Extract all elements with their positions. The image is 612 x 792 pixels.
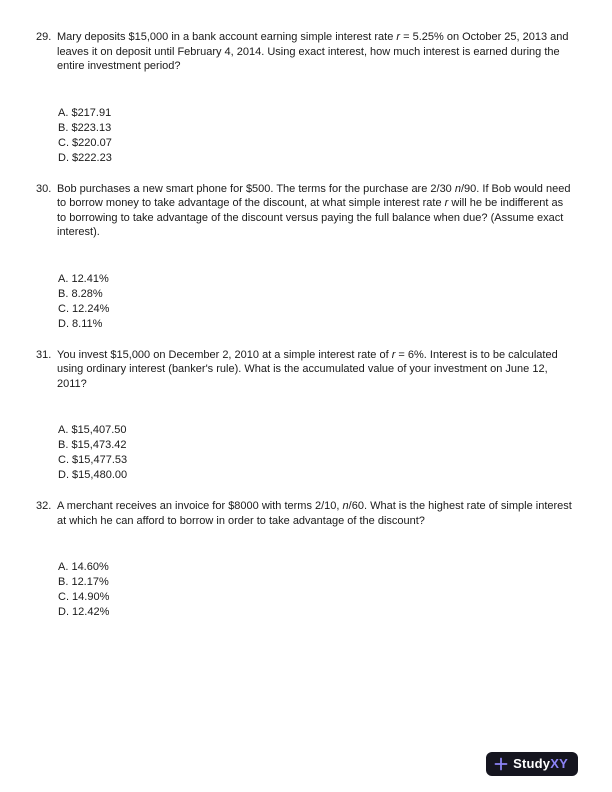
logo-xy-text: XY [550, 755, 568, 771]
choice-item: D. 8.11% [58, 317, 103, 330]
question-number: 32. [36, 500, 52, 512]
choice-item: C. $220.07 [58, 136, 112, 149]
question-number: 30. [36, 182, 52, 195]
plus-icon [494, 757, 508, 771]
choice-item: D. 12.42% [58, 606, 110, 618]
choice-item: A. $217.91 [58, 106, 112, 119]
question-block [36, 30, 574, 166]
question-block [36, 348, 574, 484]
question-row [36, 499, 574, 528]
question-text: You invest $15,000 on December 2, 2010 at a simple interest rate of r = 6%. Interest is to be calculated using ordinary interest (banker's rule). What is the accumulated value of your investment on June 12, 2011? [57, 348, 558, 390]
choice-list [36, 272, 574, 332]
question-list [36, 30, 574, 620]
question-number: 31. [36, 348, 52, 361]
choice-list [36, 560, 574, 620]
choice-item: D. $15,480.00 [58, 469, 128, 481]
choice-item: A. $15,407.50 [58, 424, 127, 436]
choice-item: B. $223.13 [58, 121, 112, 134]
choice-item: B. 8.28% [58, 287, 103, 300]
question-row [36, 348, 574, 392]
logo-study-text: Study [513, 755, 551, 771]
question-text: Mary deposits $15,000 in a bank account earning simple interest rate r = 5.25% on October 25, 2013 and leaves it on deposit until February 4, 2014. Using exact interest, how much interest is earned during the entire investment period? [57, 31, 569, 72]
question-text: A merchant receives an invoice for $8000 with terms 2/10, n/60. What is the highest rate of simple interest at which he can afford to borrow in order to take advantage of the discount? [57, 500, 572, 527]
choice-item: C. 14.90% [58, 591, 110, 603]
choice-item: A. 12.41% [58, 272, 109, 285]
choice-list [36, 106, 574, 166]
question-block [36, 499, 574, 620]
choice-list [36, 423, 574, 483]
question-text: Bob purchases a new smart phone for $500. The terms for the purchase are 2/30 n/90. If Bob would need to borrow money to take advantage of the discount, at what simple interest rate r will he be indifferent as to borrowing to take advantage of the discount versus paying the full balance when due? (Assume exact interest). [57, 182, 571, 238]
choice-item: B. $15,473.42 [58, 439, 127, 451]
studyxy-logo [486, 752, 578, 777]
question-block [36, 182, 574, 332]
choice-item: B. 12.17% [58, 576, 109, 588]
question-row [36, 30, 574, 74]
choice-item: C. $15,477.53 [58, 454, 128, 466]
question-row [36, 182, 574, 240]
question-number: 29. [36, 31, 52, 43]
choice-item: C. 12.24% [58, 302, 110, 315]
choice-item: A. 14.60% [58, 561, 109, 573]
logo-text [513, 757, 568, 772]
choice-item: D. $222.23 [58, 151, 112, 164]
